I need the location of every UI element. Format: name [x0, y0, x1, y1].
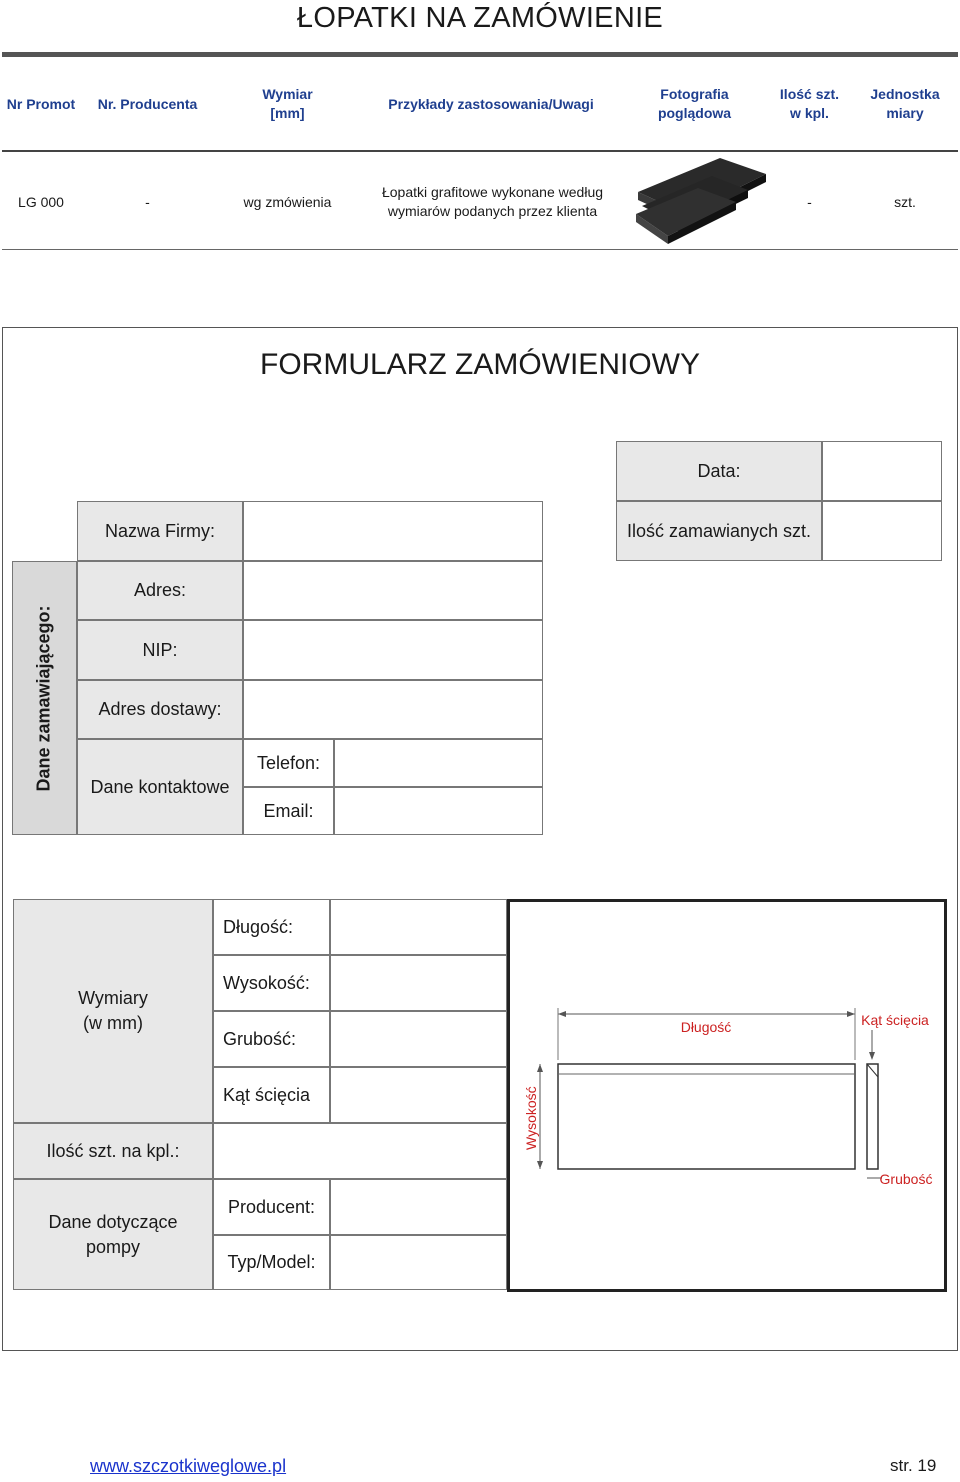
col-header-uwagi: Przykłady zastosowania/Uwagi — [388, 95, 594, 112]
website-link[interactable]: www.szczotkiweglowe.pl — [90, 1456, 287, 1476]
height-field[interactable] — [330, 955, 507, 1011]
angle-label: Kąt ścięcia — [213, 1067, 330, 1123]
diagram-height-label: Wysokość — [523, 1086, 539, 1150]
thickness-label: Grubość: — [213, 1011, 330, 1067]
col-header-wymiar: Wymiar [mm] — [262, 86, 313, 121]
diagram-length-label: Długość — [680, 1019, 732, 1035]
length-field[interactable] — [330, 899, 507, 955]
cell-jednostka: szt. — [894, 193, 916, 210]
phone-label: Telefon: — [243, 739, 334, 787]
length-label: Długość: — [213, 899, 330, 955]
col-header-nr-promot: Nr Promot — [6, 95, 76, 112]
dimensions-label: Wymiary (w mm) — [13, 899, 213, 1123]
pump-data-label: Dane dotyczące pompy — [13, 1179, 213, 1290]
quantity-field[interactable] — [822, 501, 942, 561]
cell-wymiar: wg zmówienia — [243, 193, 332, 210]
product-photo — [628, 152, 768, 248]
nip-label: NIP: — [77, 620, 243, 680]
company-name-label: Nazwa Firmy: — [77, 501, 243, 561]
table-top-rule — [2, 52, 958, 57]
cell-nr-producenta: - — [145, 193, 150, 210]
col-header-jednostka: Jednostka miary — [870, 86, 940, 121]
form-title: FORMULARZ ZAMÓWIENIOWY — [260, 348, 700, 381]
producer-field[interactable] — [330, 1179, 507, 1235]
vane-dimension-diagram — [507, 899, 947, 1292]
cell-ilosc: - — [807, 193, 812, 210]
customer-section-label: Dane zamawiającego: — [12, 561, 77, 835]
diagram-angle-label: Kąt ścięcia — [861, 1012, 929, 1028]
date-field[interactable] — [822, 441, 942, 501]
date-label: Data: — [616, 441, 822, 501]
set-quantity-label: Ilość szt. na kpl.: — [13, 1123, 213, 1179]
quantity-label: Ilość zamawianych szt. — [616, 501, 822, 561]
nip-field[interactable] — [243, 620, 543, 680]
diagram-thickness-label: Grubość — [879, 1171, 933, 1187]
thickness-field[interactable] — [330, 1011, 507, 1067]
col-header-nr-producenta: Nr. Producenta — [97, 95, 198, 112]
row-bottom-rule — [2, 249, 958, 250]
company-name-field[interactable] — [243, 501, 543, 561]
cell-uwagi: Łopatki grafitowe wykonane według wymiarów podanych przez klienta — [381, 184, 604, 219]
model-label: Typ/Model: — [213, 1235, 330, 1290]
page-title: ŁOPATKI NA ZAMÓWIENIE — [296, 1, 664, 34]
model-field[interactable] — [330, 1235, 507, 1290]
height-label: Wysokość: — [213, 955, 330, 1011]
header-row-rule — [2, 150, 958, 152]
address-label: Adres: — [77, 561, 243, 620]
contact-label: Dane kontaktowe — [77, 739, 243, 835]
address-field[interactable] — [243, 561, 543, 620]
delivery-address-field[interactable] — [243, 680, 543, 739]
phone-field[interactable] — [334, 739, 543, 787]
cell-nr-promot: LG 000 — [18, 193, 64, 210]
col-header-fotografia: Fotografia poglądowa — [657, 86, 732, 121]
page-number: str. 19 — [890, 1456, 937, 1475]
angle-field[interactable] — [330, 1067, 507, 1123]
col-header-ilosc: Ilość szt. w kpl. — [779, 86, 840, 121]
delivery-address-label: Adres dostawy: — [77, 680, 243, 739]
email-field[interactable] — [334, 787, 543, 835]
producer-label: Producent: — [213, 1179, 330, 1235]
set-quantity-field[interactable] — [213, 1123, 507, 1179]
email-label: Email: — [243, 787, 334, 835]
